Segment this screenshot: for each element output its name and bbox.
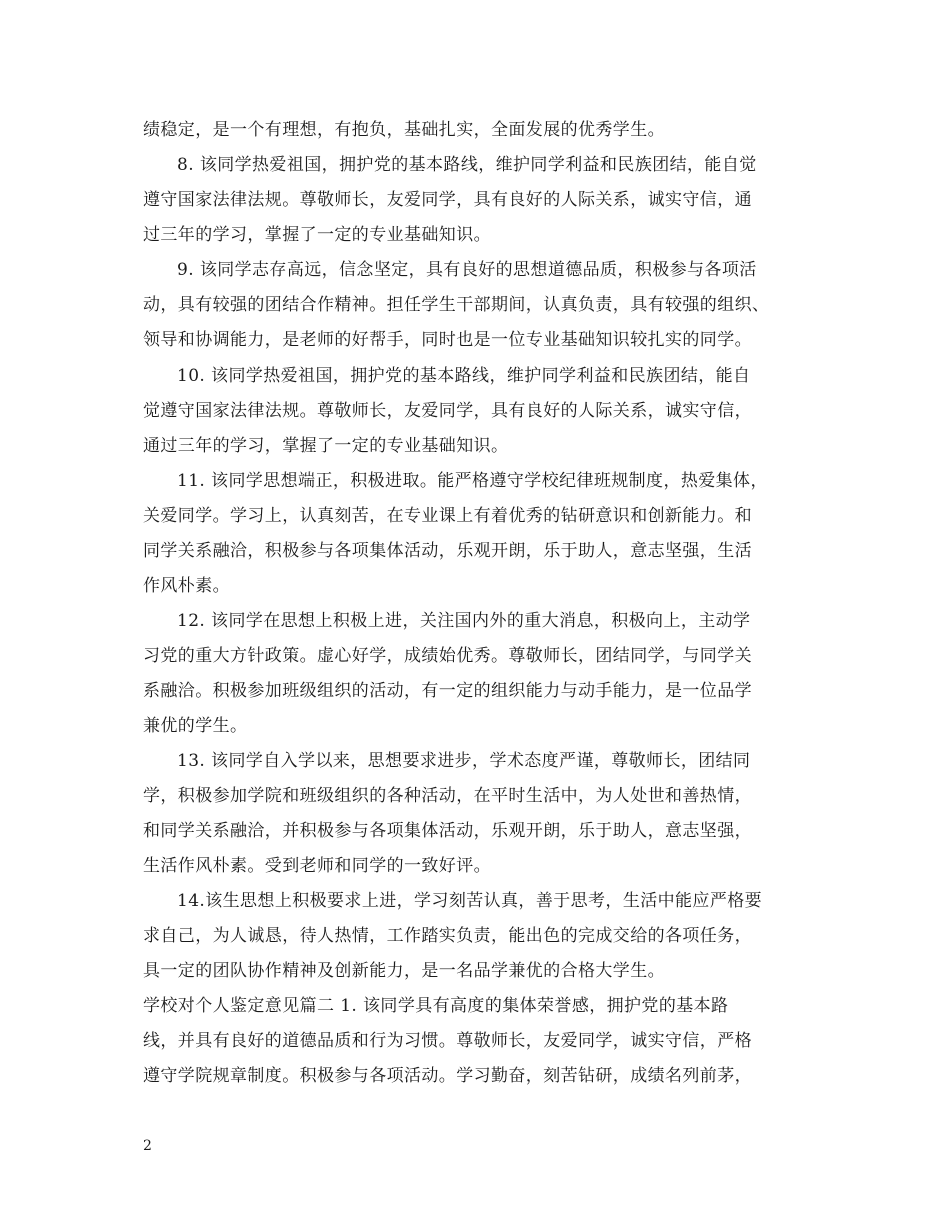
text-line: 绩稳定，是一个有理想，有抱负，基础扎实，全面发展的优秀学生。 [143, 120, 665, 140]
text-line: 9. 该同学志存高远，信念坚定，具有良好的思想道德品质，积极参与各项活 [177, 260, 757, 280]
text-line: 求自己，为人诚恳，待人热情，工作踏实负责，能出色的完成交给的各项任务， [143, 926, 752, 946]
text-line: 14.该生思想上积极要求上进，学习刻苦认真，善于思考，生活中能应严格要 [177, 891, 763, 911]
text-line: 8. 该同学热爱祖国，拥护党的基本路线，维护同学利益和民族团结，能自觉 [177, 155, 757, 175]
page-number: 2 [143, 1138, 152, 1154]
text-line: 13. 该同学自入学以来，思想要求进步，学术态度严谨，尊敬师长，团结同 [177, 751, 751, 771]
text-line: 领导和协调能力，是老师的好帮手，同时也是一位专业基础知识较扎实的同学。 [143, 330, 752, 350]
text-line: 遵守学院规章制度。积极参与各项活动。学习勤奋，刻苦钻研，成绩名列前茅， [143, 1066, 752, 1086]
text-line: 系融洽。积极参加班级组织的活动，有一定的组织能力与动手能力，是一位品学 [143, 681, 752, 701]
text-line: 和同学关系融洽，并积极参与各项集体活动，乐观开朗，乐于助人，意志坚强， [143, 821, 752, 841]
text-line: 习党的重大方针政策。虚心好学，成绩始优秀。尊敬师长，团结同学，与同学关 [143, 646, 752, 666]
text-line: 作风朴素。 [143, 576, 230, 596]
text-line: 线，并具有良好的道德品质和行为习惯。尊敬师长，友爱同学，诚实守信，严格 [143, 1031, 752, 1051]
text-line: 学，积极参加学院和班级组织的各种活动，在平时生活中，为人处世和善热情， [143, 786, 752, 806]
text-line: 觉遵守国家法律法规。尊敬师长，友爱同学，具有良好的人际关系，诚实守信， [143, 401, 752, 421]
text-line: 学校对个人鉴定意见篇二 1. 该同学具有高度的集体荣誉感，拥护党的基本路 [143, 996, 729, 1016]
text-line: 关爱同学。学习上，认真刻苦，在专业课上有着优秀的钻研意识和创新能力。和 [143, 506, 752, 526]
text-line: 兼优的学生。 [143, 716, 248, 736]
text-line: 过三年的学习，掌握了一定的专业基础知识。 [143, 225, 491, 245]
text-line: 12. 该同学在思想上积极上进，关注国内外的重大消息，积极向上，主动学 [177, 611, 751, 631]
text-line: 遵守国家法律法规。尊敬师长，友爱同学，具有良好的人际关系，诚实守信，通 [143, 190, 752, 210]
text-line: 11. 该同学思想端正，积极进取。能严格遵守学校纪律班规制度，热爱集体， [177, 471, 768, 491]
text-line: 通过三年的学习，掌握了一定的专业基础知识。 [143, 436, 509, 456]
text-line: 10. 该同学热爱祖国，拥护党的基本路线，维护同学利益和民族团结，能自 [177, 366, 751, 386]
text-line: 动，具有较强的团结合作精神。担任学生干部期间，认真负责，具有较强的组织、 [143, 295, 770, 315]
text-line: 同学关系融洽，积极参与各项集体活动，乐观开朗，乐于助人，意志坚强，生活 [143, 541, 752, 561]
text-line: 具一定的团队协作精神及创新能力，是一名品学兼优的合格大学生。 [143, 961, 665, 981]
text-line: 生活作风朴素。受到老师和同学的一致好评。 [143, 856, 491, 876]
